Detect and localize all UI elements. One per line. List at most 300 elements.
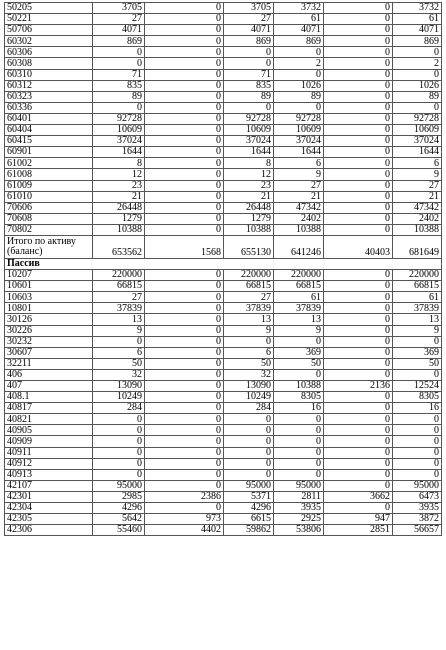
amount-cell: 89 [393,91,442,102]
amount-cell: 0 [324,25,393,36]
amount-cell: 0 [324,436,393,447]
table-row [5,491,442,502]
amount-cell: 4296 [224,503,274,514]
account-number-cell: 40911 [5,447,93,458]
amount-cell: 0 [324,202,393,213]
table-row [5,436,442,447]
table-row [5,281,442,292]
amount-cell: 3935 [393,503,442,514]
amount-cell: 0 [145,358,224,369]
amount-cell: 869 [393,36,442,47]
account-number-cell: 40821 [5,414,93,425]
amount-cell: 0 [324,158,393,169]
amount-cell: 0 [145,369,224,380]
amount-cell: 0 [324,125,393,136]
amount-cell: 947 [324,514,393,525]
amount-cell: 0 [93,458,145,469]
amount-cell: 0 [274,458,324,469]
amount-cell: 50 [93,358,145,369]
amount-cell: 10388 [274,224,324,235]
amount-cell: 3662 [324,491,393,502]
account-number-cell: 61008 [5,169,93,180]
amount-cell: 27 [393,180,442,191]
amount-cell: 8305 [393,392,442,403]
account-number-cell: 10801 [5,303,93,314]
amount-cell: 0 [324,36,393,47]
account-number-cell: 70802 [5,224,93,235]
amount-cell: 284 [93,403,145,414]
amount-cell: 61 [274,292,324,303]
amount-cell: 0 [324,314,393,325]
amount-cell: 4296 [93,503,145,514]
table-row [5,414,442,425]
amount-cell: 37024 [274,136,324,147]
table-row [5,3,442,14]
amount-cell: 0 [324,447,393,458]
amount-cell: 6 [274,158,324,169]
account-number-cell: 61010 [5,191,93,202]
amount-cell: 9 [274,325,324,336]
amount-cell: 53806 [274,525,324,536]
amount-cell: 0 [393,336,442,347]
amount-cell: 8 [224,158,274,169]
amount-cell: 869 [93,36,145,47]
table-row [5,180,442,191]
amount-cell: 0 [224,436,274,447]
amount-cell: 6 [93,347,145,358]
amount-cell: 21 [93,191,145,202]
amount-cell: 2 [393,58,442,69]
table-row [5,147,442,158]
account-number-cell: 32211 [5,358,93,369]
table-row [5,314,442,325]
amount-cell: 21 [224,191,274,202]
amount-cell: 0 [145,281,224,292]
amount-cell: 0 [145,91,224,102]
amount-cell: 89 [274,91,324,102]
amount-cell: 13 [274,314,324,325]
amount-cell: 10609 [93,125,145,136]
amount-cell: 6 [393,158,442,169]
amount-cell: 0 [324,369,393,380]
amount-cell: 0 [324,3,393,14]
amount-cell: 0 [145,347,224,358]
amount-cell: 0 [324,69,393,80]
amount-cell: 47342 [274,202,324,213]
account-number-cell: 60308 [5,58,93,69]
amount-cell: 12 [93,169,145,180]
amount-cell: 1026 [393,80,442,91]
amount-cell: 0 [145,125,224,136]
table-row [5,503,442,514]
amount-cell: 0 [224,469,274,480]
amount-cell: 835 [93,80,145,91]
amount-cell: 10249 [93,392,145,403]
amount-cell: 95000 [224,480,274,491]
table-row [5,80,442,91]
account-number-cell: 70608 [5,213,93,224]
amount-cell: 0 [324,358,393,369]
amount-cell: 56657 [393,525,442,536]
amount-cell: 9 [274,169,324,180]
amount-cell: 89 [224,91,274,102]
amount-cell: 1644 [393,147,442,158]
amount-cell: 61 [393,14,442,25]
amount-cell: 12 [224,169,274,180]
table-row [5,136,442,147]
amount-cell: 0 [393,458,442,469]
amount-cell: 71 [224,69,274,80]
amount-cell: 2402 [393,213,442,224]
amount-cell: 4071 [93,25,145,36]
amount-cell: 0 [324,392,393,403]
amount-cell: 95000 [393,480,442,491]
amount-cell: 973 [145,514,224,525]
amount-cell: 37024 [93,136,145,147]
amount-cell: 0 [274,69,324,80]
amount-cell: 71 [93,69,145,80]
account-number-cell: 42301 [5,491,93,502]
account-number-cell: 60901 [5,147,93,158]
amount-cell: 13 [93,314,145,325]
amount-cell: 9 [393,325,442,336]
table-row [5,58,442,69]
amount-cell: 2402 [274,213,324,224]
amount-cell: 0 [93,425,145,436]
amount-cell: 16 [274,403,324,414]
amount-cell: 21 [274,191,324,202]
table-row [5,336,442,347]
account-number-cell: 60415 [5,136,93,147]
amount-cell: 0 [224,58,274,69]
table-row [5,191,442,202]
amount-cell: 0 [224,336,274,347]
amount-cell: 0 [145,469,224,480]
amount-cell: 37024 [224,136,274,147]
amount-cell: 0 [145,403,224,414]
amount-cell: 0 [274,336,324,347]
amount-cell: 10388 [93,224,145,235]
amount-cell: 16 [393,403,442,414]
amount-cell: 13 [224,314,274,325]
amount-cell: 0 [224,102,274,113]
amount-cell: 0 [324,102,393,113]
amount-cell: 0 [224,458,274,469]
account-number-cell: 30607 [5,347,93,358]
amount-cell: 3732 [393,3,442,14]
amount-cell: 0 [324,91,393,102]
amount-cell: 1279 [93,213,145,224]
amount-cell: 37839 [274,303,324,314]
amount-cell: 0 [274,425,324,436]
amount-cell: 0 [324,503,393,514]
account-number-cell: 60336 [5,102,93,113]
amount-cell: 0 [145,425,224,436]
amount-cell: 9 [224,325,274,336]
amount-cell: 0 [393,369,442,380]
section-title: Пассив [5,258,442,269]
amount-cell: 61 [393,292,442,303]
amount-cell: 0 [145,69,224,80]
amount-cell: 0 [393,69,442,80]
amount-cell: 0 [324,14,393,25]
amount-cell: 66815 [224,281,274,292]
amount-cell: 0 [324,169,393,180]
amount-cell: 869 [274,36,324,47]
amount-cell: 4071 [393,25,442,36]
amount-cell: 66815 [93,281,145,292]
amount-cell: 0 [145,47,224,58]
table-row [5,91,442,102]
amount-cell: 66815 [274,281,324,292]
amount-cell: 0 [393,425,442,436]
table-row [5,358,442,369]
amount-cell: 37839 [393,303,442,314]
amount-cell: 0 [145,25,224,36]
amount-cell: 835 [224,80,274,91]
amount-cell: 13090 [93,381,145,392]
amount-cell: 92728 [274,113,324,124]
amount-cell: 0 [145,503,224,514]
account-number-cell: 40909 [5,436,93,447]
table-row [5,369,442,380]
account-number-cell: 10207 [5,270,93,281]
amount-cell: 6473 [393,491,442,502]
amount-cell: 2925 [274,514,324,525]
amount-cell: 2 [274,58,324,69]
amount-cell: 12524 [393,381,442,392]
table-row [5,202,442,213]
total-value: 655130 [224,235,274,258]
amount-cell: 0 [274,369,324,380]
amount-cell: 92728 [224,113,274,124]
amount-cell: 27 [93,14,145,25]
amount-cell: 0 [324,58,393,69]
amount-cell: 0 [324,47,393,58]
amount-cell: 0 [274,414,324,425]
amount-cell: 3872 [393,514,442,525]
amount-cell: 21 [393,191,442,202]
amount-cell: 8 [93,158,145,169]
table-row [5,425,442,436]
amount-cell: 0 [145,314,224,325]
amount-cell: 0 [324,136,393,147]
amount-cell: 0 [145,270,224,281]
total-value: 653562 [93,235,145,258]
amount-cell: 220000 [93,270,145,281]
amount-cell: 5642 [93,514,145,525]
account-number-cell: 60404 [5,125,93,136]
amount-cell: 0 [93,414,145,425]
amount-cell: 0 [324,224,393,235]
amount-cell: 95000 [93,480,145,491]
account-number-cell: 60312 [5,80,93,91]
amount-cell: 0 [324,347,393,358]
amount-cell: 0 [393,414,442,425]
amount-cell: 0 [145,303,224,314]
table-row [5,14,442,25]
amount-cell: 0 [324,458,393,469]
account-number-cell: 406 [5,369,93,380]
amount-cell: 0 [145,436,224,447]
amount-cell: 0 [145,3,224,14]
account-number-cell: 42306 [5,525,93,536]
amount-cell: 2386 [145,491,224,502]
table-row [5,36,442,47]
amount-cell: 0 [145,325,224,336]
amount-cell: 0 [324,270,393,281]
amount-cell: 0 [145,169,224,180]
amount-cell: 13 [393,314,442,325]
amount-cell: 0 [393,469,442,480]
table-row [5,403,442,414]
amount-cell: 0 [324,469,393,480]
amount-cell: 5371 [224,491,274,502]
account-number-cell: 40817 [5,403,93,414]
account-number-cell: 61009 [5,180,93,191]
amount-cell: 59862 [224,525,274,536]
amount-cell: 0 [393,102,442,113]
amount-cell: 26448 [224,202,274,213]
amount-cell: 32 [224,369,274,380]
account-number-cell: 60310 [5,69,93,80]
table-row [5,25,442,36]
amount-cell: 0 [324,292,393,303]
table-row [5,69,442,80]
amount-cell: 0 [145,414,224,425]
amount-cell: 0 [324,480,393,491]
amount-cell: 50 [274,358,324,369]
amount-cell: 47342 [393,202,442,213]
amount-cell: 0 [393,447,442,458]
account-number-cell: 50205 [5,3,93,14]
amount-cell: 0 [93,58,145,69]
balance-sheet-table [4,2,442,536]
amount-cell: 1644 [274,147,324,158]
account-number-cell: 70606 [5,202,93,213]
amount-cell: 0 [145,224,224,235]
account-number-cell: 61002 [5,158,93,169]
amount-cell: 27 [224,292,274,303]
amount-cell: 0 [145,191,224,202]
table-row [5,347,442,358]
amount-cell: 0 [145,336,224,347]
amount-cell: 0 [224,447,274,458]
amount-cell: 0 [324,303,393,314]
amount-cell: 23 [93,180,145,191]
amount-cell: 66815 [393,281,442,292]
total-value: 40403 [324,235,393,258]
amount-cell: 0 [145,447,224,458]
amount-cell: 0 [93,436,145,447]
amount-cell: 92728 [93,113,145,124]
amount-cell: 0 [274,47,324,58]
amount-cell: 0 [145,158,224,169]
amount-cell: 220000 [393,270,442,281]
amount-cell: 0 [145,292,224,303]
amount-cell: 0 [324,80,393,91]
table-row [5,381,442,392]
amount-cell: 0 [224,425,274,436]
amount-cell: 92728 [393,113,442,124]
amount-cell: 50 [393,358,442,369]
total-value: 641246 [274,235,324,258]
account-number-cell: 42107 [5,480,93,491]
table-row [5,469,442,480]
amount-cell: 6 [224,347,274,358]
account-number-cell: 50706 [5,25,93,36]
amount-cell: 26448 [93,202,145,213]
account-number-cell: 30232 [5,336,93,347]
amount-cell: 0 [93,336,145,347]
amount-cell: 55460 [93,525,145,536]
amount-cell: 869 [224,36,274,47]
amount-cell: 37839 [93,303,145,314]
amount-cell: 23 [224,180,274,191]
amount-cell: 6615 [224,514,274,525]
amount-cell: 0 [93,47,145,58]
account-number-cell: 42304 [5,503,93,514]
amount-cell: 0 [145,458,224,469]
amount-cell: 220000 [224,270,274,281]
amount-cell: 369 [393,347,442,358]
amount-cell: 1279 [224,213,274,224]
amount-cell: 0 [145,213,224,224]
table-row [5,325,442,336]
table-row [5,525,442,536]
amount-cell: 0 [145,113,224,124]
amount-cell: 9 [93,325,145,336]
amount-cell: 89 [93,91,145,102]
amount-cell: 0 [393,47,442,58]
table-row [5,514,442,525]
amount-cell: 10249 [224,392,274,403]
liabilities-header-row [5,258,442,269]
amount-cell: 0 [324,325,393,336]
amount-cell: 95000 [274,480,324,491]
table-row [5,213,442,224]
amount-cell: 50 [224,358,274,369]
assets-total-section [5,235,442,269]
amount-cell: 0 [145,36,224,47]
amount-cell: 0 [324,113,393,124]
amount-cell: 1644 [224,147,274,158]
amount-cell: 0 [224,414,274,425]
amount-cell: 1644 [93,147,145,158]
amount-cell: 37839 [224,303,274,314]
table-row [5,125,442,136]
account-number-cell: 40913 [5,469,93,480]
amount-cell: 284 [224,403,274,414]
amount-cell: 0 [145,381,224,392]
liabilities-section [5,270,442,536]
amount-cell: 0 [145,202,224,213]
amount-cell: 0 [324,147,393,158]
amount-cell: 2985 [93,491,145,502]
amount-cell: 0 [324,191,393,202]
account-number-cell: 408.1 [5,392,93,403]
account-number-cell: 60302 [5,36,93,47]
account-number-cell: 407 [5,381,93,392]
amount-cell: 37024 [393,136,442,147]
table-row [5,458,442,469]
amount-cell: 32 [93,369,145,380]
account-number-cell: 30126 [5,314,93,325]
account-number-cell: 40905 [5,425,93,436]
table-row [5,113,442,124]
amount-cell: 2851 [324,525,393,536]
account-number-cell: 30226 [5,325,93,336]
